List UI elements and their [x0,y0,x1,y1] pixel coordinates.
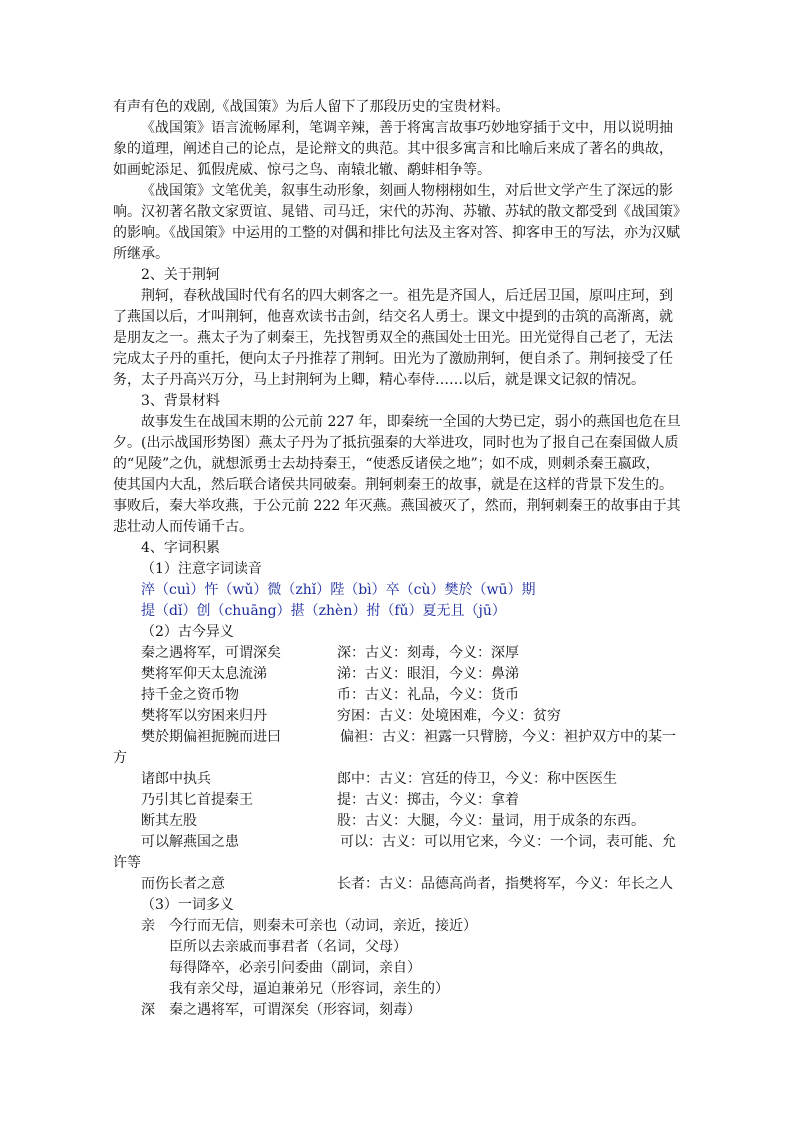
intro-line: 如画蛇添足、狐假虎威、惊弓之鸟、南辕北辙、鹬蚌相争等。 [113,162,491,178]
polysemy-headword: 亲 [141,918,155,934]
meaning-note: 长者：古义：品德高尚者，指樊将军，今义：年长之人 [337,876,673,892]
intro-line: 有声有色的戏剧,《战国策》为后人留下了那段历史的宝贵材料。 [113,99,510,115]
polysemy-example: 今行而无信，则秦未可亲也（动词，亲近，接近） [169,918,477,934]
section-heading-background: 3、背景材料 [141,393,220,409]
background-line: 故事发生在战国末期的公元前 227 年，即秦统一全国的大势已定，弱小的燕国也危在旦 [141,414,681,430]
meaning-note: 币：古义：礼品，今义：货币 [337,687,519,703]
polysemy-example: 每得降卒，必亲引问委曲（副词，亲自） [169,960,421,976]
intro-line: 《战国策》文笔优美，叙事生动形象，刻画人物栩栩如生，对后世文学产生了深远的影 [141,183,673,199]
example-sentence: 樊於期偏袒扼腕而进曰 [141,729,281,745]
section-heading-jingke: 2、关于荆轲 [141,267,220,283]
example-sentence: 秦之遇将军，可谓深矣 [141,645,281,661]
pronunciation-line: 提（dǐ）创（chuāng）揕（zhèn）拊（fǔ）夏无且（jū） [141,603,506,619]
intro-line: 象的道理，阐述自己的论点，是论辩文的典范。其中很多寓言和比喻后来成了著名的典故， [113,141,673,157]
background-line: 使其国内大乱，然后联合诸侯共同破秦。荆轲刺秦王的故事，就是在这样的背景下发生的。 [113,477,673,493]
subheading-pronunciation: （1）注意字词读音 [141,561,262,577]
jingke-line: 是朋友之一。燕太子为了刺秦王，先找智勇双全的燕国处士田光。田光觉得自己老了，无法 [113,330,673,346]
intro-line: 响。汉初著名散文家贾谊、晁错、司马迁，宋代的苏洵、苏辙、苏轼的散文都受到《战国策》 [113,204,687,220]
example-sentence: 樊将军仰天太息流涕 [141,666,267,682]
jingke-line: 了燕国以后，才叫荆轲，他喜欢读书击剑，结交名人勇士。课文中提到的击筑的高渐离，就 [113,309,673,325]
example-sentence: 断其左股 [141,813,197,829]
example-sentence: 诸郎中执兵 [141,771,211,787]
meaning-note: 穷困：古义：处境困难，今义：贫穷 [337,708,561,724]
meaning-note: 提：古义：掷击，今义：拿着 [337,792,519,808]
jingke-line: 荆轲，春秋战国时代有名的四大刺客之一。祖先是齐国人，后迁居卫国，原叫庄珂，到 [141,288,673,304]
meaning-note: 偏袒：古义：袒露一只臂膀，今义：袒护双方中的某一 [340,729,676,745]
jingke-line: 务，太子丹高兴万分，马上封荆轲为上卿，精心奉侍……以后，就是课文记叙的情况。 [113,372,645,388]
background-line: 的“见陵”之仇，就想派勇士去劫持秦王，“使悉反诸侯之地”；如不成，则刺杀秦王嬴政， [113,456,660,472]
subheading-ancient-modern: （2）古今异义 [141,624,234,640]
section-heading-vocab: 4、字词积累 [141,540,220,556]
example-sentence: 樊将军以穷困来归丹 [141,708,267,724]
example-sentence: 乃引其匕首提秦王 [141,792,253,808]
polysemy-example: 我有亲父母，逼迫兼弟兄（形容词，亲生的） [169,981,449,997]
background-line: 悲壮动人而传诵千古。 [113,519,253,535]
jingke-line: 完成太子丹的重托，便向太子丹推荐了荆轲。田光为了激励荆轲，便自杀了。荆轲接受了任 [113,351,673,367]
meaning-note: 可以：古义：可以用它来，今义：一个词，表可能、允 [340,834,676,850]
polysemy-example: 臣所以去亲戚而事君者（名词，父母） [169,939,407,955]
pronunciation-line: 淬（cuì）忤（wǔ）微（zhǐ）陛（bì）卒（cù）樊於（wū）期 [141,582,536,598]
polysemy-example: 秦之遇将军，可谓深矣（形容词，刻毒） [169,1002,421,1018]
meaning-note-wrap: 许等 [113,855,141,871]
intro-line: 所继承。 [113,246,169,262]
background-line: 事败后，秦大举攻燕，于公元前 222 年灭燕。燕国被灭了，然而，荆轲刺秦王的故事由于其 [113,498,681,514]
intro-line: 《战国策》语言流畅犀利，笔调辛辣，善于将寓言故事巧妙地穿插于文中，用以说明抽 [141,120,673,136]
meaning-note: 股：古义：大腿，今义：量词，用于成条的东西。 [337,813,645,829]
meaning-note: 深：古义：刻毒，今义：深厚 [337,645,519,661]
example-sentence: 而伤长者之意 [141,876,225,892]
background-line: 夕。(出示战国形势图）燕太子丹为了抵抗强秦的大举进攻，同时也为了报自己在秦国做人质 [113,435,679,451]
polysemy-headword: 深 [141,1002,155,1018]
meaning-note: 涕：古义：眼泪，今义：鼻涕 [337,666,519,682]
intro-line: 的影响。《战国策》中运用的工整的对偶和排比句法及主客对答、抑客申王的写法，亦为汉赋 [113,225,680,241]
meaning-note: 郎中：古义：宫廷的侍卫，今义：称中医医生 [337,771,617,787]
meaning-note-wrap: 方 [113,750,127,766]
example-sentence: 可以解燕国之患 [141,834,239,850]
subheading-polysemy: （3）一词多义 [141,897,234,913]
example-sentence: 持千金之资币物 [141,687,239,703]
